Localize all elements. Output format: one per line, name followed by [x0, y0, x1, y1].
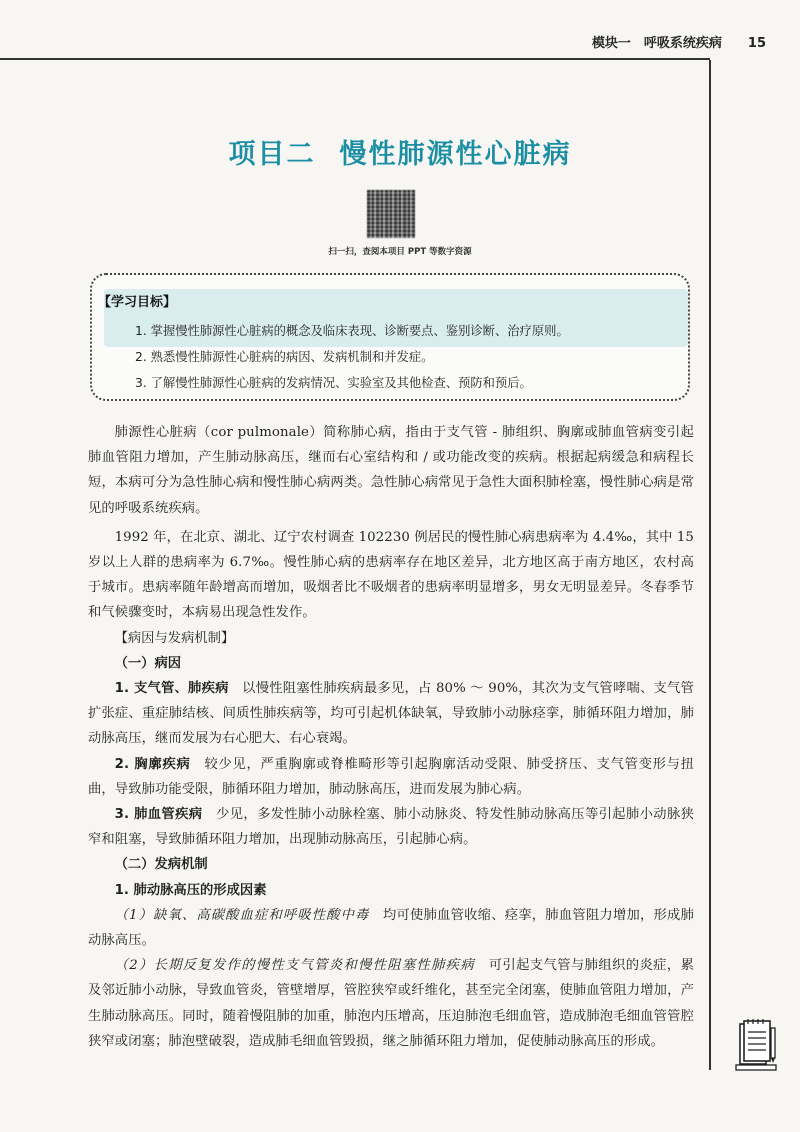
cause-3 [88, 802, 694, 852]
cause-1-lead: 1. 支气管、肺疾病 [114, 681, 229, 697]
goal-item: 3. 了解慢性肺源性心脏病的发病情况、实验室及其他检查、预防和预后。 [135, 376, 532, 390]
goal-item: 1. 掌握慢性肺源性心脏病的概念及临床表现、诊断要点、鉴别诊断、治疗原则。 [135, 324, 569, 338]
mechanism-2 [88, 953, 694, 1054]
mechanism-2-lead: （2）长期反复发作的慢性支气管炎和慢性阻塞性肺疾病 [114, 958, 475, 974]
cause-2-lead: 2. 胸廓疾病 [114, 756, 191, 772]
cause-3-text: 少见，多发性肺小动脉栓塞、肺小动脉炎、特发性肺动脉高压等引起肺小动脉狭窄和阻塞，导致肺循环阻力增加，出现肺动脉高压，引起肺心病。 [88, 807, 694, 848]
paragraph-epidemiology: 1992 年，在北京、湖北、辽宁农村调查 102230 例居民的慢性肺心病患病率为 4.4‰，其中 15 岁以上人群的患病率为 6.7‰。慢性肺心病的患病率存在地区差异，北方地区高于南方地区，农村高于城市。患病率随年龄增高而增加，吸烟者比不吸烟者的患病率明显增多，男女无明显差异。冬春季节和气候骤变时，本病易出现急性发作。 [88, 529, 694, 621]
cause-1-text: 以慢性阻塞性肺疾病最多见，占 80% ～ 90%，其次为支气管哮喘、支气管扩张症、重症肺结核、间质性肺疾病等，均可引起机体缺氧，导致肺小动脉痉挛，肺循环阻力增加，肺动脉高压，继而发展为右心肥大、右心衰竭。 [88, 681, 694, 747]
subsection-etiology: （一）病因 [114, 655, 182, 671]
title-name: 慢性肺源性心脏病 [339, 139, 572, 170]
mechanism-1-text: 均可使肺血管收缩、痉挛，肺血管阻力增加，形成肺动脉高压。 [88, 907, 694, 949]
cause-2-text: 较少见，严重胸廓或脊椎畸形等引起胸廓活动受限、肺受挤压、支气管变形与扭曲，导致肺功能受限，肺循环阻力增加，肺动脉高压，进而发展为肺心病。 [88, 756, 694, 797]
scan-caption: 扫一扫，查阅本项目 PPT 等数字资源 [328, 247, 472, 257]
body-text [88, 420, 694, 1054]
mechanism-heading: 1. 肺动脉高压的形成因素 [114, 882, 267, 898]
mechanism-2-text: 可引起支气管与肺组织的炎症，累及邻近肺小动脉，导致血管炎，管壁增厚，管腔狭窄或纤维化，甚至完全闭塞，使肺血管阻力增加，产生肺动脉高压。同时，随着慢阻肺的加重，肺泡内压增高，压迫肺泡毛细血管，造成肺泡毛细血管管腔狭窄或闭塞；肺泡壁破裂，造成肺毛细血管毁损，继之肺循环阻力增加，促使肺动脉高压的形成。 [88, 958, 694, 1049]
side-rule [709, 60, 711, 1070]
mechanism-1 [88, 903, 694, 953]
paragraph-definition: 肺源性心脏病（cor pulmonale）简称肺心病，指由于支气管 - 肺组织、胸廓或肺血管病变引起肺血管阻力增加，产生肺动脉高压，继而右心室结构和 / 或功能改变的疾病。根据起病缓急和病程长短，本病可分为急性肺心病和慢性肺心病两类。急性肺心病常见于急性大面积肺栓塞，慢性肺心病是常见的呼吸系统疾病。 [88, 425, 694, 516]
mechanism-1-lead: （1）缺氧、高碳酸血症和呼吸性酸中毒 [114, 907, 370, 923]
title-project: 项目二 [228, 139, 316, 170]
header-rule [0, 58, 710, 60]
cause-1 [88, 676, 694, 752]
learning-goals-list [135, 318, 569, 396]
goal-item: 2. 熟悉慢性肺源性心脏病的病因、发病机制和并发症。 [135, 350, 434, 364]
header-module: 模块一 呼吸系统疾病 [591, 36, 722, 51]
section-title: 【病因与发病机制】 [114, 630, 235, 646]
qr-code-image[interactable] [367, 190, 415, 238]
subsection-mechanism: （二）发病机制 [114, 857, 208, 873]
page-number: 15 [747, 36, 766, 51]
notebook-icon [734, 1018, 778, 1072]
cause-3-lead: 3. 肺血管疾病 [114, 807, 203, 823]
page-title [0, 132, 800, 171]
running-header [592, 32, 766, 51]
cause-2 [88, 752, 694, 802]
learning-goals-title: 【学习目标】 [98, 295, 177, 310]
